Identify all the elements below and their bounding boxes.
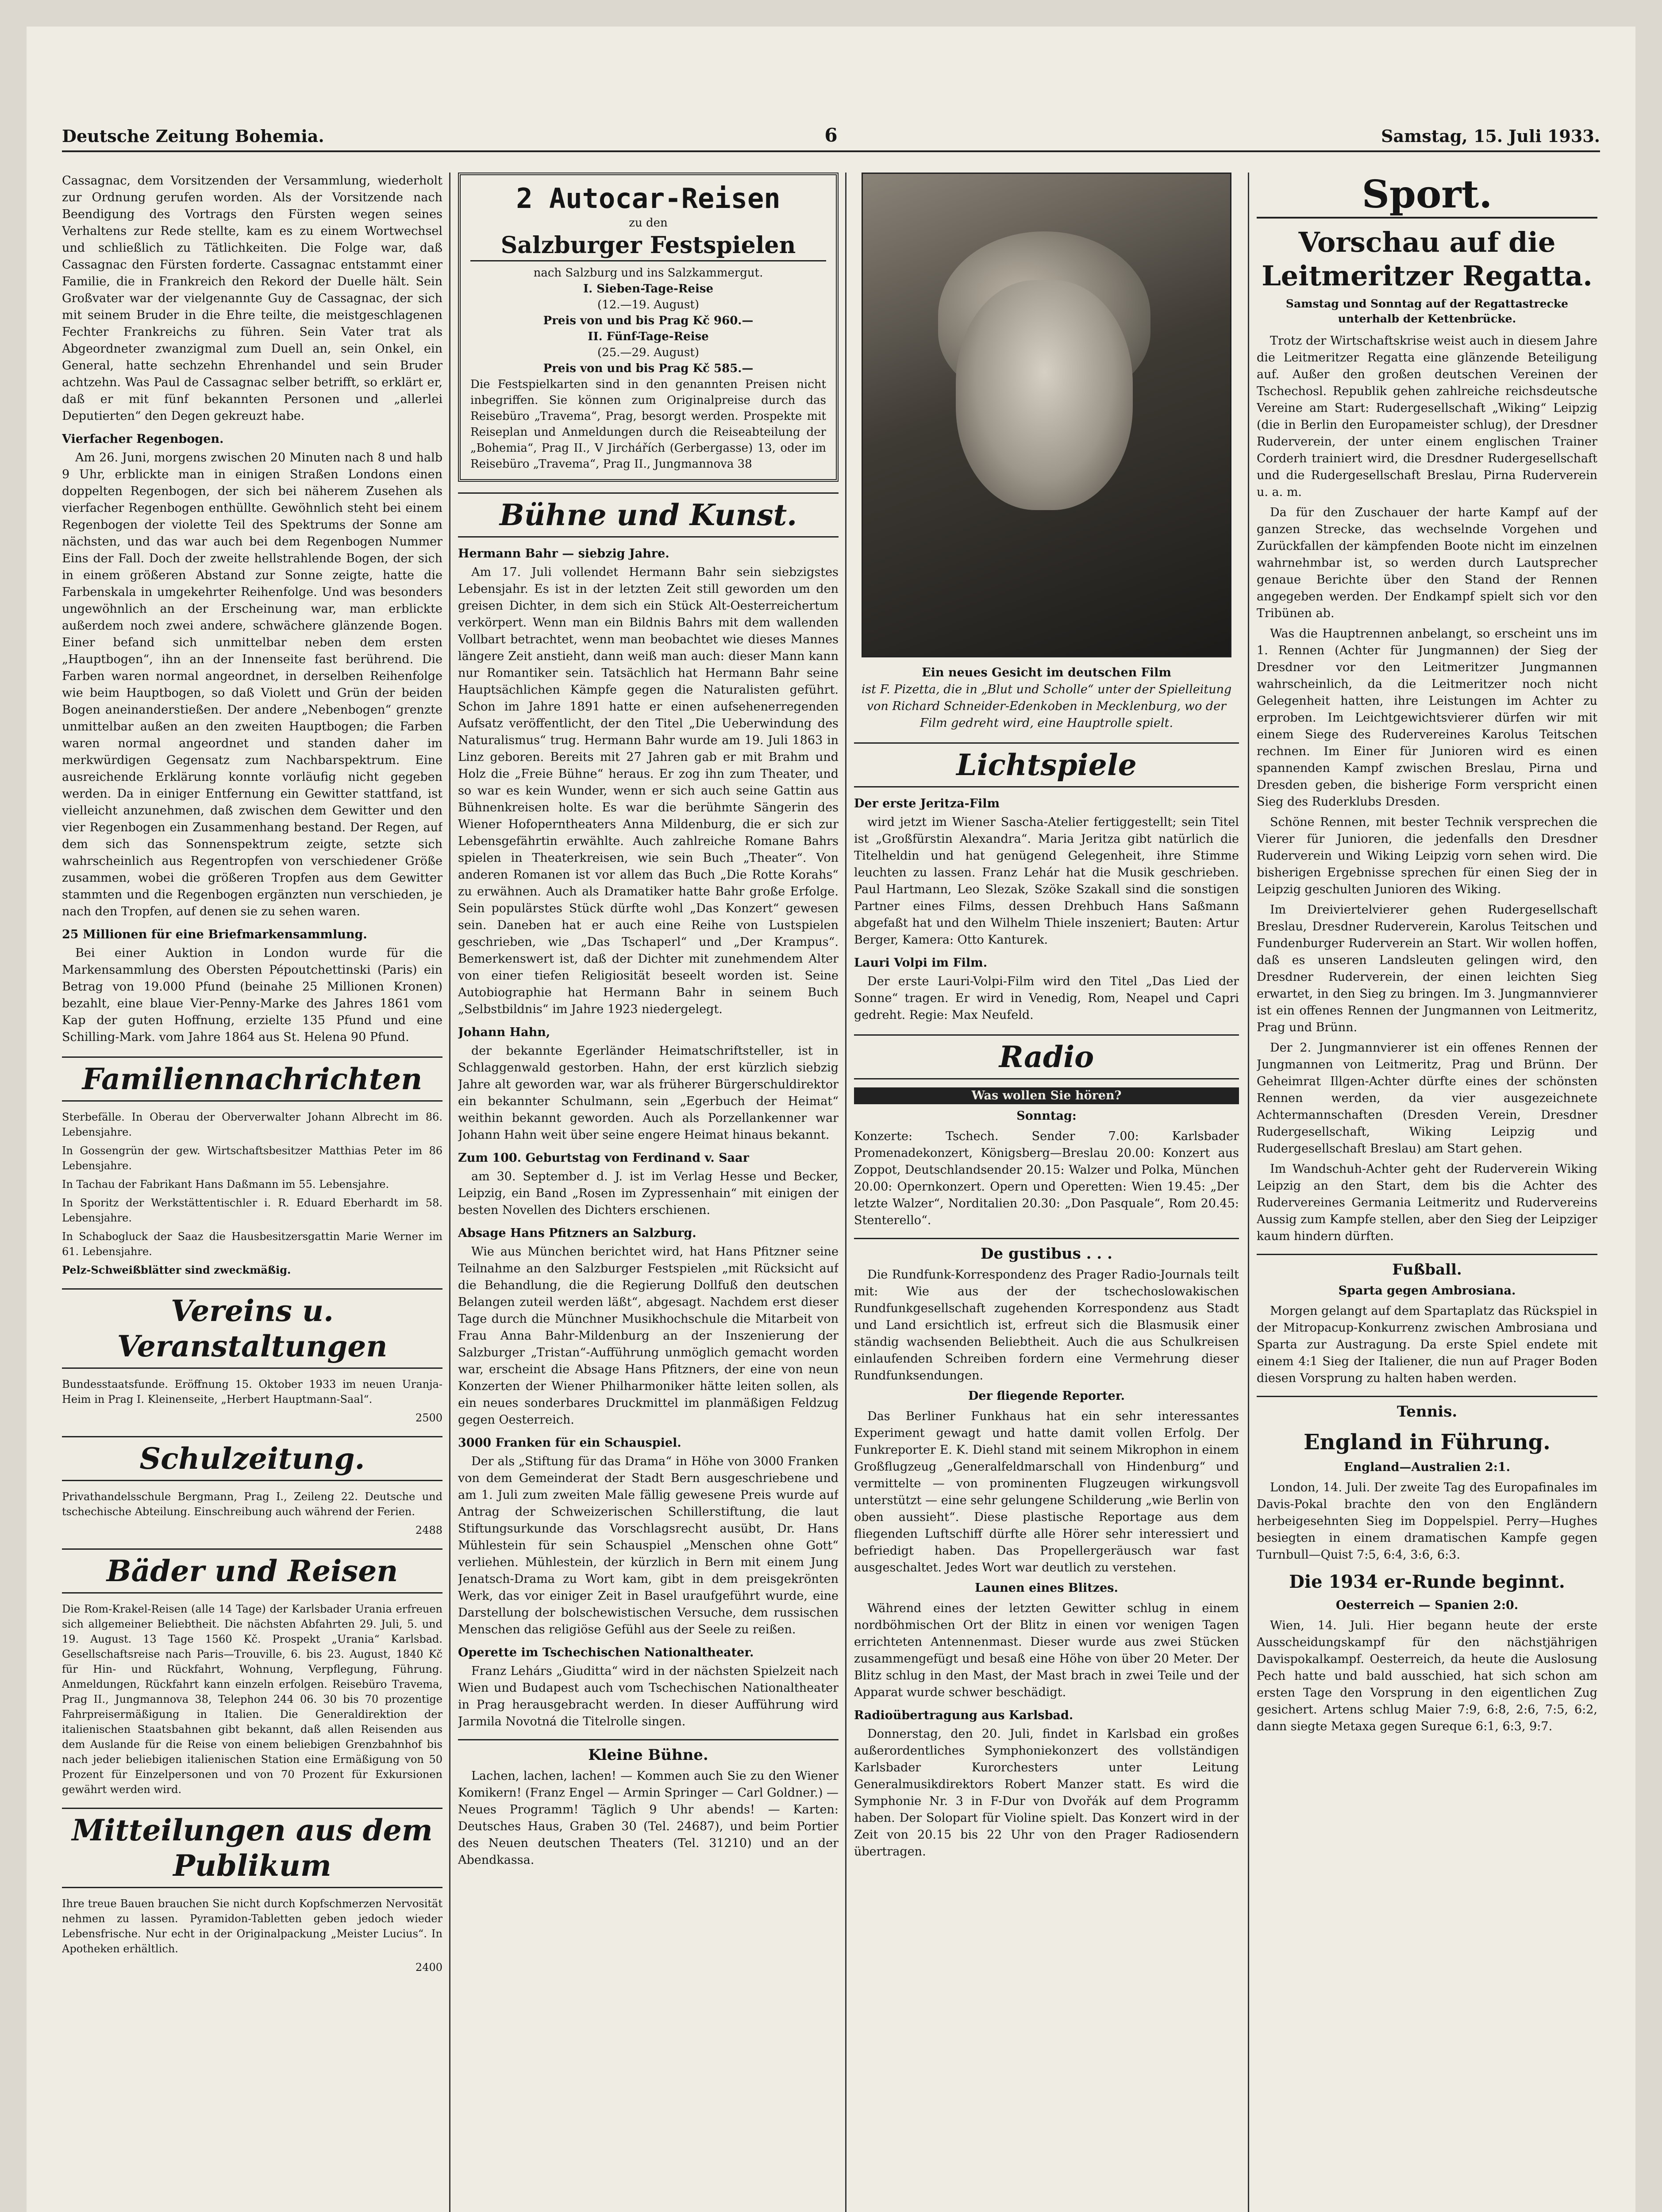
section-heading-radio: Radio xyxy=(854,1034,1239,1079)
radio-program: Konzerte: Tschech. Sender 7.00: Karlsbader Promenadekonzert, Königsberg—Breslau 20.00: Konzert aus Zoppot, Deutschlandsender 20.15: Walzer und Polka, München 20.00: Opernkonzert. Opern und Operetten: Wien 19.45: „Der letzte Walzer“, Norditalien 20.30: „Don Pasquale“, Rom 20.45: Stenterello“. xyxy=(854,1129,1239,1227)
ad-trip2-price: Preis von und bis Prag Kč 585.— xyxy=(543,362,754,375)
ad-trip1-dates: (12.—19. August) xyxy=(597,298,699,311)
travel-notices xyxy=(62,1601,442,1797)
article-text: Am 17. Juli vollendet Hermann Bahr sein siebzigstes Lebensjahr. Es ist in der letzten Zeit still geworden um den greisen Dichter, in dem sich ein Stück Alt-Oesterreichertum verkörpert. Wenn man ein Bildnis Bahrs mit dem wallenden Vollbart betrachtet, wenn man beobachtet wie dieses Mannes längere Zeit anstieht, dann weiß man auch: dieser Mann kann nur Romantiker sein. Tatsächlich hat Hermann Bahr seine Hauptsächlichen Kämpfe gegen die Naturalisten geführt. Schon im Jahre 1891 hatte er einen aufsehenerregenden Aufsatz veröffentlicht, der den Titel „Die Ueberwindung des Naturalismus“ trug. Hermann Bahr wurde am 19. Juli 1863 in Linz geboren. Bereits mit 27 Jahren gab er mit Brahm und Holz die „Freie Bühne“ heraus. Er zog ihn zum Theater, und so war es kein Wunder, wenn er sich auch seine Gattin aus Bühnenkreisen holte. Es war die berühmte Sängerin des Wiener Hofoperntheaters Anna Mildenburg, die er sich zur Lebensgefährtin erwählte. Auch zahlreiche Romane Bahrs spielen in Theaterkreisen, wie sein Buch „Theater“. Von anderen Romanen ist vor allem das Buch „Die Rotte Korahs“ zu erwähnen. Auch als Dramatiker hatte Bahr große Erfolge. Sein populärstes Stück dürfte wohl „Das Konzert“ gewesen sein. Daneben hat er auch eine Reihe von Lustspielen geschrieben, wie „Das Tschaperl“ und „Der Krampus“. Bemerkenswert ist, daß der Dichter mit zunehmendem Alter von einer tiefen Religiosität beseelt worden ist. Seine Autobiographie hat Hermann Bahr in seinem Buch „Selbstbildnis“ im Jahre 1923 niedergelegt. xyxy=(458,565,839,1016)
notice-item: In Gossengrün der gew. Wirtschaftsbesitzer Matthias Peter im 86 Lebensjahre. xyxy=(62,1144,442,1172)
section-heading-lichtspiele: Lichtspiele xyxy=(854,742,1239,787)
article-text: Morgen gelangt auf dem Spartaplatz das Rückspiel in der Mitropacup-Konkurrenz zwischen Ambrosiana und Sparta zur Austragung. Da erste Spiel endete mit einem 4:1 Sieg der Italiener, die nun auf Prager Boden diesen Vorsprung zu halten haben werden. xyxy=(1257,1304,1597,1385)
article-heading: Absage Hans Pfitzners an Salzburg. xyxy=(458,1226,696,1240)
article-heading: Der fliegende Reporter. xyxy=(968,1389,1125,1403)
article-heading: Hermann Bahr — siebzig Jahre. xyxy=(458,547,669,561)
article-text: Das Berliner Funkhaus hat ein sehr interessantes Experiment gewagt und hatte damit vollen Erfolg. Der Funkreporter E. K. Diehl stand mit seinem Mikrophon in einem Großflugzeug „Generalfeldmarschall von Hindenburg“ und vermittelte — von prominenten Flugzeugen wirkungsvoll unterstützt — eine sehr gelungene Schilderung „wie Berlin von oben aussieht“. Diese plastische Reportage aus dem fliegenden Luftschiff dürfte alle Hörer sehr interessiert und befriedigt haben. Das Propellergeräusch war fast ausgeschaltet. Jedes Wort war deutlich zu verstehen. xyxy=(854,1409,1239,1575)
ad-body: Die Festspielkarten sind in den genannten Preisen nicht inbegriffen. Sie können zum Originalpreise durch das Reisebüro „Travema“, Prag, besorgt werden. Prospekte mit Reiseplan und Anmeldungen durch die Reiseabteilung der „Bohemia“, Prag II., V Jirchářích (Gerbergasse) 13, oder im Reisebüro „Travema“, Prag II., Jungmannova 38 xyxy=(470,378,826,471)
article-heading: 3000 Franken für ein Schauspiel. xyxy=(458,1436,681,1450)
page-number: 6 xyxy=(824,124,838,146)
section-heading-sport: Sport. xyxy=(1257,173,1597,219)
section-heading-kleine-buehne: Kleine Bühne. xyxy=(458,1739,839,1765)
article-text: Wie aus München berichtet wird, hat Hans Pfitzner seine Teilnahme an den Salzburger Festspielen „mit Rücksicht auf die Behandlung, die die Regierung Dollfuß den deutschen Belangen zuteil werden läßt“, abgesagt. Nachdem erst dieser Tage durch die Münchner Musikhochschule die Mitarbeit von Frau Anna Bahr-Mildenburg an der Inszenierung der Salzburger „Tristan“-Aufführung unmöglich gemacht worden war, erscheint die Absage Hans Pfitzners, der eine von neun Konzerten der Wiener Philharmoniker hätte leiten sollen, als ein neues sonderbares Druckmittel im planmäßigen Feldzug gegen Oesterreich. xyxy=(458,1245,839,1427)
article-text: Franz Lehárs „Giuditta“ wird in der nächsten Spielzeit nach Wien und Budapest auch vom Tschechischen Nationaltheater in Prag herausgebracht werden. In dieser Aufführung wird Jarmila Novotná die Titelrolle singen. xyxy=(458,1664,839,1728)
ad-trip2-dates: (25.—29. August) xyxy=(597,346,699,359)
article-heading: Zum 100. Geburtstag von Ferdinand v. Saar xyxy=(458,1151,749,1165)
article-heading: Launen eines Blitzes. xyxy=(975,1581,1118,1595)
article-text: der bekannte Egerländer Heimatschriftsteller, ist in Schlaggenwald gestorben. Hahn, der erst kürzlich siebzig Jahre alt geworden war, war als früherer Bürgerschuldirektor ein bekannter Schulmann, sein „Egerbuch der Heimat“ weithin bekannt geworden. Auch als Porzellankenner war Johann Hahn weit über seine engere Heimat hinaus bekannt. xyxy=(458,1044,839,1142)
article-text: wird jetzt im Wiener Sascha-Atelier fertiggestellt; sein Titel ist „Großfürstin Alexandra“. Maria Jeritza gibt natürlich die Titelheldin und hat genügend Gelegenheit, ihre Stimme leuchten zu lassen. Franz Lehár hat die Musik geschrieben. Paul Hartmann, Leo Slezak, Szöke Szakall sind die sonstigen Partner eines Films, dessen Drehbuch Hans Saßmann abgefaßt hat und den Wilhelm Thiele inszeniert; Bauten: Artur Berger, Kamera: Otto Kanturek. xyxy=(854,815,1239,947)
article-text: Im Dreiviertelvierer gehen Rudergesellschaft Breslau, Dresdner Ruderverein, Karolus Teitschen und Fundenburger Ruderverein an Start. Wir wollen hoffen, daß es unseren Landsleuten gelingen wird, den Dresdner Ruderverein, der einen leichten Sieg erwartet, in den Sieg zu bringen. Im 3. Jungmannvierer ist ein offenes Rennen der Jungmannen von Leitmeritz, Prag und Brünn. xyxy=(1257,903,1597,1034)
column-rule xyxy=(845,173,846,2212)
tennis-headline: England in Führung. xyxy=(1304,1430,1550,1455)
article-text: Der 2. Jungmannvierer ist ein offenes Rennen der Jungmannen von Leitmeritz, Prag und Brünn. Der Geheimrat Illgen-Achter dürfte eines der schönsten Rennen werden, da vier ausgezeichnete Achtermannschaften (Dresden Verein, Dresdner Rudergesellschaft, Wiking Leipzig und Rudergesellschaft Breslau) am Start gehen. xyxy=(1257,1041,1597,1156)
notice-number: 2400 xyxy=(415,1961,442,1974)
club-notices xyxy=(62,1377,442,1425)
article-heading: Lauri Volpi im Film. xyxy=(854,956,988,970)
article-heading: Radioübertragung aus Karlsbad. xyxy=(854,1709,1073,1722)
column-1 xyxy=(62,173,442,2212)
notice-item: In Tachau der Fabrikant Hans Daßmann im 55. Lebensjahre. xyxy=(62,1178,389,1190)
column-rule xyxy=(449,173,450,2212)
photo-face xyxy=(956,280,1133,510)
public-notices xyxy=(62,1896,442,1975)
article-text: Donnerstag, den 20. Juli, findet in Karlsbad ein großes außerordentliches Symphoniekonzert des vollständigen Karlsbader Kurorchesters unter Leitung Generalmusikdirektors Robert Manzer statt. Es wird die Symphonie Nr. 3 in F-Dur von Dvořák auf dem Programm haben. Der Solopart für Violine spielt. Das Konzert wird in der Zeit von 20.15 bis 22 Uhr von den Prager Radiosendern übertragen. xyxy=(854,1727,1239,1859)
ad-trip2: II. Fünf-Tage-Reise xyxy=(588,330,709,343)
article-text: Am 26. Juni, morgens zwischen 20 Minuten nach 8 und halb 9 Uhr, erblickte man in einigen Straßen Londons einen doppelten Regenbogen, der sich bei näherem Zusehen als vierfacher Regenbogen enthüllte. Gewöhnlich steht bei einem Regenbogen der violette Teil des Spektrums der Sonne am nächsten, und das war auch bei dem Regenbogen Nummer Eins der Fall. Doch der zweite hellstrahlende Bogen, der sich in einem größeren Abstand zur Sonne zeigte, hatte die Farbenskala in umgekehrter Reihenfolge. Und was besonders ungewöhnlich an der Erscheinung war, man erblickte außerdem noch zwei andere, schwächere glänzende Bogen. Einer befand sich unmittelbar neben dem ersten „Hauptbogen“, ihn an der Innenseite fast berührend. Die Farben waren normal angeordnet, in derselben Reihenfolge wie beim Hauptbogen, so daß Violett und Grün der beiden Bogen aneinanderstießen. Der andere „Nebenbogen“ grenzte unmittelbar außen an den zweiten Hauptbogen; die Farben waren normal angeordnet und standen daher im merkwürdigen Gegensatz zum Nachbarspektrum. Eine ausreichende Erklärung konnte vorläufig nicht gegeben werden. Da in einiger Entfernung ein Gewitter stattfand, ist vielleicht anzunehmen, daß zwischen dem Gewitter und den vier Regenbogen ein Zusammenhang bestand. Der Regen, auf dem sich das Sonnenspektrum zeigte, setzte sich wahrscheinlich aus Regentropfen von verschiedener Größe zusammen, wobei die größeren Tropfen aus dem Gewitter stammten und die Regenbogen ergänzten nun verschieden, je nach den Tropfen, auf denen sie zu sehen waren. xyxy=(62,451,442,918)
family-notices xyxy=(62,1110,442,1278)
article-text: Während eines der letzten Gewitter schlug in einem nordböhmischen Ort der Blitz in einen vor wenigen Tagen errichteten Antennenmast. Dieser wurde aus zwei Stücken zusammengefügt und besaß eine Höhe von über 20 Meter. Der Blitz schlug in den Mast, der Mast brach in zwei Teile und der Apparat wurde schwer beschädigt. xyxy=(854,1601,1239,1699)
photo-caption xyxy=(854,664,1239,732)
notice-item: In Sporitz der Werkstättentischler i. R. Eduard Eberhardt im 58. Lebensjahre. xyxy=(62,1197,442,1224)
article-heading: De gustibus . . . xyxy=(854,1238,1239,1264)
column-rule xyxy=(1248,173,1249,2212)
section-heading-tennis: Tennis. xyxy=(1257,1396,1597,1422)
article-text: Die Rundfunk-Korrespondenz des Prager Radio-Journals teilt mit: Wie aus der der tschechoslowakischen Rundfunkgesellschaft zugehenden Korrespondenz aus Stadt und Land ersichtlich ist, erfreut sich die Blasmusik einer ständig wachsenden Beliebtheit. Auch die aus Schulkreisen einlaufenden Schreiben fordern eine Vermehrung dieser Rundfunksendungen. xyxy=(854,1268,1239,1382)
article-text: Da für den Zuschauer der harte Kampf auf der ganzen Strecke, das wechselnde Vorgehen und Zurückfallen der kämpfenden Boote nicht im einzelnen wahrnehmbar ist, so werden durch Lautsprecher genaue Berichte über den Stand der Rennen angegeben werden. Der Endkampf spielt sich vor den Tribünen ab. xyxy=(1257,506,1597,620)
section-heading-baeder: Bäder und Reisen xyxy=(62,1548,442,1594)
article-text: Schöne Rennen, mit bester Technik versprechen die Vierer für Junioren, die jedenfalls den Dresdner Ruderverein und Wiking Leipzig vorn sehen wird. Die bisherigen Ergebnisse sprechen für einen Sieg der in Leipzig geschulten Junioren des Wiking. xyxy=(1257,815,1597,896)
article-heading: Johann Hahn, xyxy=(458,1025,550,1039)
ad-trip1-price: Preis von und bis Prag Kč 960.— xyxy=(543,314,754,327)
article-heading: Oesterreich — Spanien 2:0. xyxy=(1335,1598,1519,1612)
article-text: Der erste Lauri-Volpi-Film wird den Titel „Das Lied der Sonne“ tragen. Er wird in Venedig, Rom, Neapel und Capri gedreht. Regie: Max Neufeld. xyxy=(854,975,1239,1022)
article-text: Im Wandschuh-Achter geht der Ruderverein Wiking Leipzig an den Start, dem bis die Achter des Rudervereines Germania Leitmeritz und Rudervereins Aussig zum Kampfe stellen, aber den Sieg der Leipziger kaum hindern dürften. xyxy=(1257,1162,1597,1243)
ad-festival: Salzburger Festspielen xyxy=(470,231,826,261)
column-4 xyxy=(1257,173,1597,2212)
section-heading-buehne: Bühne und Kunst. xyxy=(458,492,839,538)
notice-item: Privathandelsschule Bergmann, Prag I., Zeileng 22. Deutsche und tschechische Abteilung. Einschreibung auch während der Ferien. xyxy=(62,1490,442,1518)
notice-number: 2500 xyxy=(415,1412,442,1424)
article-text: am 30. September d. J. ist im Verlag Hesse und Becker, Leipzig, ein Band „Rosen im Zypressenhain“ mit einigen der besten Novellen des Dichters erschienen. xyxy=(458,1170,839,1217)
notice-number: 2488 xyxy=(415,1524,442,1536)
article-heading: Sparta gegen Ambrosiana. xyxy=(1338,1284,1516,1298)
section-heading-schule: Schulzeitung. xyxy=(62,1436,442,1481)
portrait-photo xyxy=(862,173,1231,657)
article-text: Lachen, lachen, lachen! — Kommen auch Sie zu den Wiener Komikern! (Franz Engel — Armin Springer — Carl Goldner.) — Neues Programm! Täglich 9 Uhr abends! — Karten: Deutsches Haus, Graben 30 (Tel. 24687), und beim Portier des Neuen deutschen Theaters (Tel. 31210) und an der Abendkassa. xyxy=(458,1769,839,1867)
section-heading-mitteilungen: Mitteilungen aus dem Publikum xyxy=(62,1808,442,1888)
ad-zu: zu den xyxy=(629,216,668,230)
article-heading: Operette im Tschechischen Nationaltheater. xyxy=(458,1646,754,1659)
caption-title: Ein neues Gesicht im deutschen Film xyxy=(922,666,1171,680)
notice-item: Bundesstaatsfunde. Eröffnung 15. Oktober 1933 im neuen Uranja-Heim in Prag I. Kleinenseite, „Herbert Hauptmann-Saal“. xyxy=(62,1378,442,1406)
article-text: Bei einer Auktion in London wurde für die Markensammlung des Obersten Pépoutchettinski (Paris) ein Betrag von 19.000 Pfund (beinahe 25 Millionen Kronen) bezahlt, eine blaue Vier-Penny-Marke des Jahres 1861 vom Kap der guten Hoffnung, erzielte 135 Pfund und eine Schilling-Mark. vom Jahre 1864 aus St. Helena 90 Pfund. xyxy=(62,946,442,1044)
article-heading: England—Australien 2:1. xyxy=(1344,1460,1510,1474)
article-text: Was die Hauptrennen anbelangt, so erscheint uns im 1. Rennen (Achter für Jungmannen) der Sieg der Dresdner vor den Leitmeritzer Jungmannen wahrscheinlich, da die Leitmeritzer noch nicht Gelegenheit hatten, ihre Leistungen im Achter zu erproben. Im Leichtgewichtsvierer dürfen wir mit einem Siege des Rudervereines Karolus Teitschen rechnen. Im Einer für Junioren wird es einen spannenden Kampf zwischen Breslau, Pirna und Dresden geben, die bisherige Form verspricht einen Sieg des Ruderklubs Dresden. xyxy=(1257,627,1597,809)
regatta-deck: Samstag und Sonntag auf der Regattastrecke unterhalb der Kettenbrücke. xyxy=(1285,297,1569,325)
section-heading-fussball: Fußball. xyxy=(1257,1254,1597,1280)
radio-day: Sonntag: xyxy=(1016,1109,1077,1123)
notice-item: Die Rom-Krakel-Reisen (alle 14 Tage) der Karlsbader Urania erfreuen sich allgemeiner Beliebtheit. Die nächsten Abfahrten 29. Juli, 5. und 19. August. 13 Tage 1560 Kč. Prospekt „Urania“ Karlsbad. Gesellschaftsreise nach Paris—Trouville, 6. bis 23. August, 1840 Kč für Hin- und Rückfahrt, Wohnung, Verpflegung, Führung. Anmeldungen, Rückfahrt kann einzeln erfolgen. Reisebüro Travema, Prag II., Jungmannova 38, Telephon 244 06. 30 bis 70 prozentige Fahrpreisermäßigung in Italien. Die Generaldirektion der italienischen Staatsbahnen gibt bekannt, daß allen Reisenden aus dem Auslande für die Reise von einem beliebigen Grenzbahnhof bis nach jeder beliebigen italienischen Station eine Ermäßigung von 50 Prozent für Einzelpersonen und von 70 Prozent für Exkursionen gewährt werden wird. xyxy=(62,1603,442,1796)
running-header xyxy=(62,119,1600,152)
school-notices xyxy=(62,1489,442,1538)
notice-item: In Schabogluck der Saaz die Hausbesitzersgattin Marie Werner im 61. Lebensjahre. xyxy=(62,1230,442,1258)
section-heading-familie: Familiennachrichten xyxy=(62,1056,442,1102)
notice-ad: Pelz-Schweißblätter sind zweckmäßig. xyxy=(62,1263,291,1276)
article-text: Cassagnac, dem Vorsitzenden der Versammlung, wiederholt zur Ordnung gerufen worden. Als der Vorsitzende nach Beendigung des Vortrags den Fürsten wegen seines Verhaltens zur Rede stellte, kam es zu einem Wortwechsel und schließlich zu Tätlichkeiten. Die Folge war, daß Cassagnac den Fürsten forderte. Cassagnac entstammt einer Familie, die in Frankreich den Rekord der Duelle hält. Sein Großvater war der vielgenannte Guy de Cassagnac, der sich mit seinem Bruder in die Ehre teilte, die meistgeschlagenen Fechter Frankreichs zu führen. Sein Vater trat als Abgeordneter zwanzigmal zum Duell an, sein Onkel, ein General, hatte sechzehn Ehrenhandel und sein Bruder achtzehn. Was Paul de Cassagnac selber betrifft, so erklärt er, daß er mit fünf bekannten Personen und „allerlei Deputierten“ den Degen gekreuzt habe. xyxy=(62,174,442,423)
column-3 xyxy=(854,173,1239,2212)
travel-advertisement xyxy=(458,173,839,482)
caption-text: ist F. Pizetta, die in „Blut und Scholle“ unter der Spielleitung von Richard Schneider-Edenkoben in Mecklenburg, wo der Film gedreht wird, eine Hauptrolle spielt. xyxy=(861,683,1232,730)
notice-item: Sterbefälle. In Oberau der Oberverwalter Johann Albrecht im 86. Lebensjahre. xyxy=(62,1111,442,1138)
ad-trip1: I. Sieben-Tage-Reise xyxy=(583,282,713,296)
newspaper-page xyxy=(27,27,1635,2212)
section-heading-vereine: Vereins u. Veranstaltungen xyxy=(62,1288,442,1369)
regatta-headline: Vorschau auf die Leitmeritzer Regatta. xyxy=(1262,226,1593,292)
article-heading: Der erste Jeritza-Film xyxy=(854,797,1000,810)
radio-banner: Was wollen Sie hören? xyxy=(854,1087,1239,1104)
article-text: Der als „Stiftung für das Drama“ in Höhe von 3000 Franken von dem Gemeinderat der Stadt Bern ausgeschriebene und am 1. Juli zum zweiten Male fällig gewesene Preis wurde auf Antrag der Schweizerischen Schillerstiftung, die laut Stiftungsurkunde das Vorschlagsrecht ausübt, Dr. Hans Mühlestein für sein Schauspiel „Menschen ohne Gott“ verliehen. Mühlestein, der kürzlich in Bern mit einem Jung Jenatsch-Drama zu Wort kam, gibt in dem preisgekrönten Werk, das vor einiger Zeit in Basel uraufgeführt wurde, eine Darstellung der bolschewistischen Versuche, dem russischen Menschen das religiöse Gefühl aus der Seele zu reißen. xyxy=(458,1455,839,1636)
issue-date: Samstag, 15. Juli 1933. xyxy=(1381,126,1600,146)
article-text: London, 14. Juli. Der zweite Tag des Europafinales im Davis-Pokal brachte den von den Engländern herbeigesehnten Sieg im Doppelspiel. Perry—Hughes besiegten in einem dramatischen Kampfe gegen Turnbull—Quist 7:5, 6:4, 3:6, 6:3. xyxy=(1257,1481,1597,1562)
davis-headline: Die 1934 er-Runde beginnt. xyxy=(1289,1571,1565,1592)
masthead-title: Deutsche Zeitung Bohemia. xyxy=(62,126,324,146)
ad-route: nach Salzburg und ins Salzkammergut. xyxy=(533,266,763,280)
article-heading: Vierfacher Regenbogen. xyxy=(62,432,224,446)
article-heading: 25 Millionen für eine Briefmarkensammlung. xyxy=(62,928,367,941)
article-text: Wien, 14. Juli. Hier begann heute der erste Ausscheidungskampf für den nächstjährigen Davispokalkampf. Oesterreich, da heute die Auslosung Pech hatte und bald ausschied, hat sich schon am ersten Tage den Vorsprung in den eigentlichen Zug gesichert. Artens schlug Maier 7:9, 6:8, 2:6, 7:5, 6:2, dann siegte Metaxa gegen Sureque 6:1, 6:3, 9:7. xyxy=(1257,1619,1597,1733)
article-text: Trotz der Wirtschaftskrise weist auch in diesem Jahre die Leitmeritzer Regatta eine glänzende Beteiligung auf. Außer den großen deutschen Vereinen der Tschechosl. Republik gehen zahlreiche reichsdeutsche Vereine am Start: Rudergesellschaft „Wiking“ Leipzig (die in Berlin den Europameister schlug), der Dresdner Ruderverein, der unter einem englischen Trainer Corderh trainiert wird, die Dresdner Rudergesellschaft und die Rudergesellschaft Breslau, Pirna Ruderverein u. a. m. xyxy=(1257,334,1597,499)
ad-title: 2 Autocar-Reisen xyxy=(516,182,781,215)
column-2 xyxy=(458,173,839,2212)
notice-item: Ihre treue Bauen brauchen Sie nicht durch Kopfschmerzen Nervosität nehmen zu lassen. Pyramidon-Tabletten geben jedoch wieder Lebensfrische. Nur echt in der Originalpackung „Meister Lucius“. In Apotheken erhältlich. xyxy=(62,1897,442,1955)
